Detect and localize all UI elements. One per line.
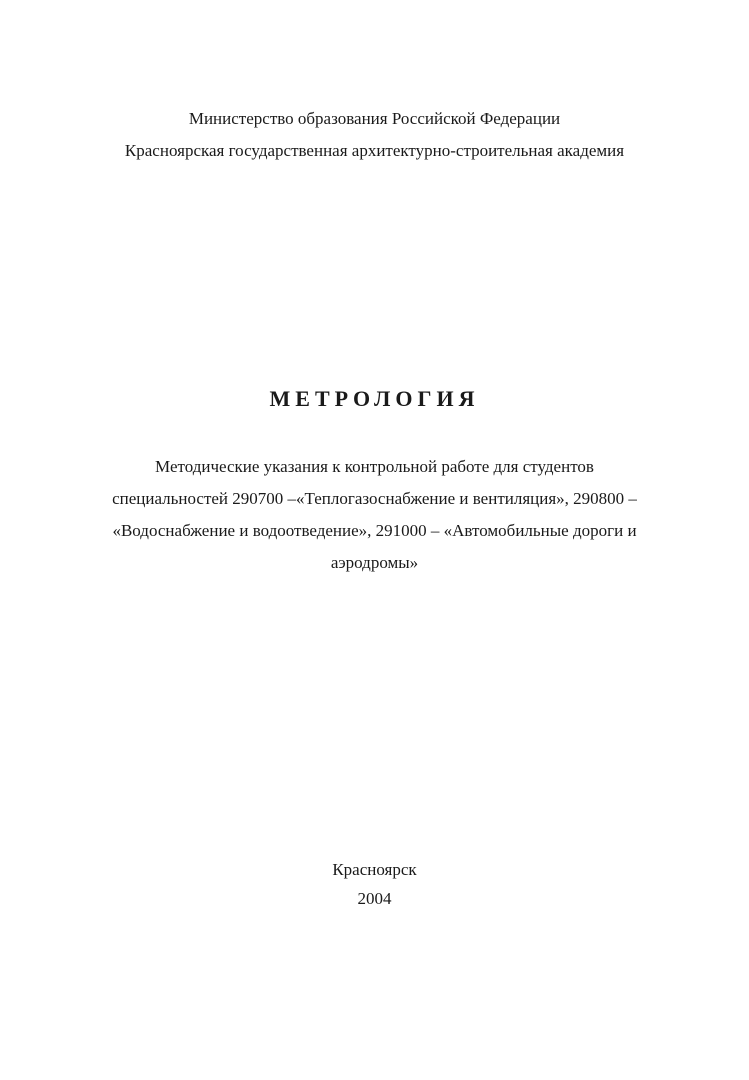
document-title: МЕТРОЛОГИЯ bbox=[269, 386, 480, 411]
description-line-3: «Водоснабжение и водоотведение», 291000 – «Автомобильные дороги и bbox=[112, 521, 637, 540]
year-label: 2004 bbox=[357, 889, 392, 908]
description-line-4: аэродромы» bbox=[330, 553, 419, 572]
academy-line: Красноярская государственная архитектурно-строительная академия bbox=[124, 141, 625, 160]
description-line-1: Методические указания к контрольной работе для студентов bbox=[155, 457, 594, 476]
ministry-line: Министерство образования Российской Федерации bbox=[188, 109, 561, 128]
description-line-2: специальностей 290700 –«Теплогазоснабжение и вентиляция», 290800 – bbox=[112, 489, 637, 508]
city-label: Красноярск bbox=[332, 860, 417, 879]
